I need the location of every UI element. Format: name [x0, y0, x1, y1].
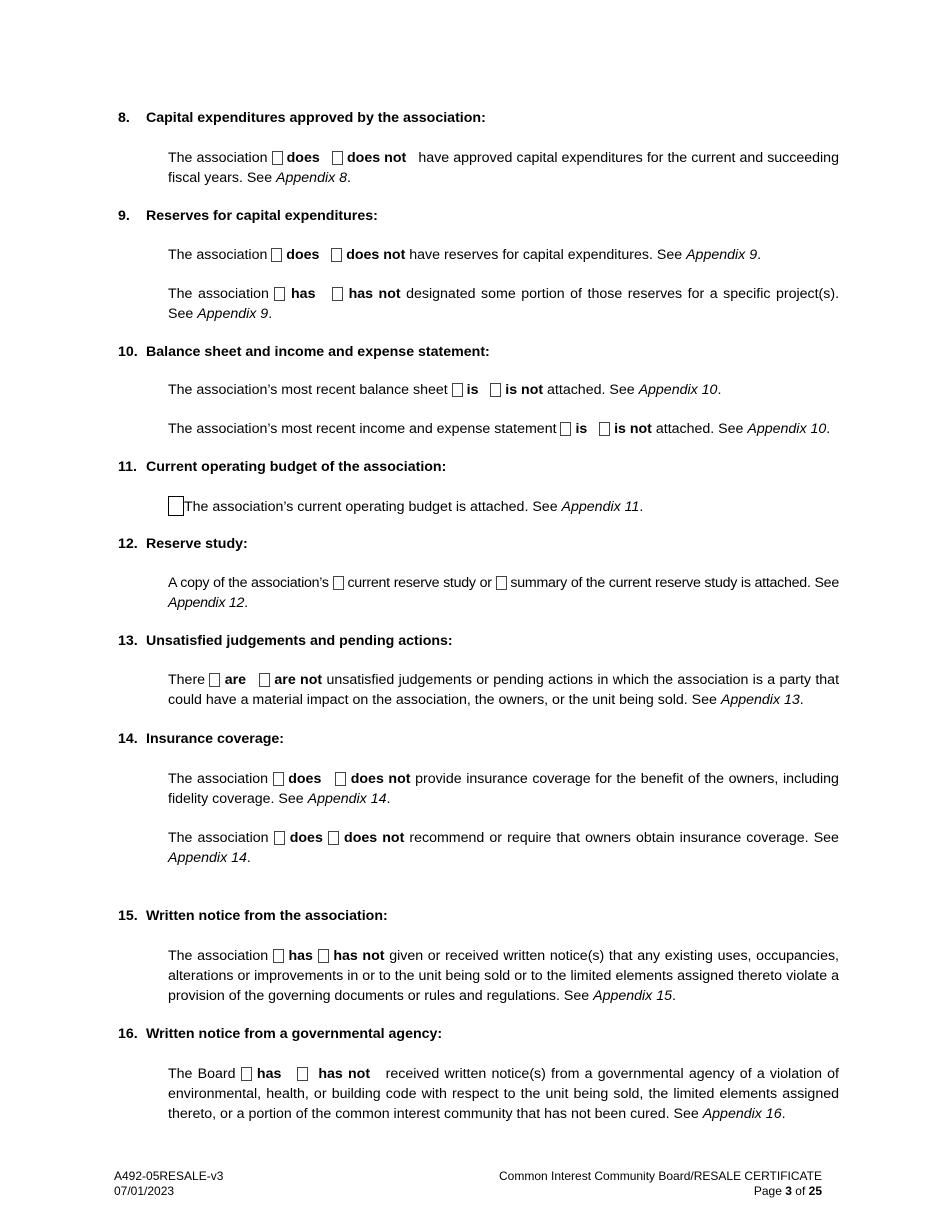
section-15-heading: 15. Written notice from the association: — [118, 908, 388, 924]
recommend-does-not-checkbox[interactable] — [328, 831, 339, 845]
insurance-does-checkbox[interactable] — [273, 772, 284, 786]
section-12-heading: 12. Reserve study: — [118, 536, 248, 552]
footer-right — [499, 1169, 822, 1199]
reserves-does-checkbox[interactable] — [271, 248, 282, 262]
section-9-paragraph-2: The association has has not designated some portion of those reserves for a specific project(s). See Appendix 9. — [168, 286, 840, 322]
form-date: 07/01/2023 — [114, 1184, 175, 1198]
section-10-paragraph-2: The association’s most recent income and expense statement is is not attached. See Appendix 10. — [168, 421, 831, 437]
section-13-heading: 13. Unsatisfied judgements and pending actions: — [118, 633, 453, 649]
balance-sheet-is-not-checkbox[interactable] — [490, 383, 501, 397]
section-14-paragraph-1: The association does does not provide insurance coverage for the benefit of the owners, including fidelity coverage. See Appendix 14. — [168, 771, 839, 807]
page-number: Page 3 of 25 — [753, 1184, 822, 1198]
reserve-study-checkbox[interactable] — [333, 576, 344, 590]
notice-has-not-checkbox[interactable] — [318, 949, 329, 963]
section-14-paragraph-2: The association does does not recommend or require that owners obtain insurance coverage. See Appendix 14. — [168, 830, 839, 866]
section-11-heading: 11. Current operating budget of the association: — [118, 459, 447, 475]
section-14-heading: 14. Insurance coverage: — [118, 731, 284, 747]
income-statement-is-not-checkbox[interactable] — [599, 422, 610, 436]
judgements-are-checkbox[interactable] — [209, 673, 220, 687]
section-9-heading: 9. Reserves for capital expenditures: — [118, 208, 378, 224]
balance-sheet-is-checkbox[interactable] — [452, 383, 463, 397]
section-15-paragraph: The association has has not given or received written notice(s) that any existing uses, occupancies, alterations or improvements in or to the unit being sold or to the limited elements assigned thereto violate a provision of the governing documents or rules and regulations. See Appendix 15. — [168, 948, 839, 1004]
section-16-paragraph: The Board has has not received written notice(s) from a governmental agency of a violation of environmental, health, or building code with respect to the unit being sold, the limited elements assigned thereto, or a portion of the common interest community that has not been cured. See Appendix 16. — [168, 1066, 840, 1122]
recommend-does-checkbox[interactable] — [274, 831, 285, 845]
section-16-heading: 16. Written notice from a governmental agency: — [118, 1026, 443, 1042]
section-13-paragraph: There are are not unsatisfied judgements or pending actions in which the association is a party that could have a material impact on the association, the owners, or the unit being sold. See Appendix 13. — [168, 672, 840, 708]
section-8-paragraph: The association does does not have approved capital expenditures for the current and succeeding fiscal years. See Appendix 8. — [168, 150, 839, 186]
section-8-heading: 8. Capital expenditures approved by the association: — [118, 110, 486, 126]
designated-has-not-checkbox[interactable] — [332, 287, 343, 301]
designated-has-checkbox[interactable] — [274, 287, 285, 301]
section-12-paragraph: A copy of the association’s current reserve study or summary of the current reserve study is attached. See Appendix 12. — [168, 575, 839, 611]
reserves-does-not-checkbox[interactable] — [331, 248, 342, 262]
insurance-does-not-checkbox[interactable] — [335, 772, 346, 786]
footer-left — [114, 1169, 223, 1199]
income-statement-is-checkbox[interactable] — [560, 422, 571, 436]
footer-title: Common Interest Community Board/RESALE CERTIFICATE — [499, 1169, 822, 1183]
judgements-are-not-checkbox[interactable] — [259, 673, 270, 687]
gov-notice-has-not-checkbox[interactable] — [297, 1067, 308, 1081]
gov-notice-has-checkbox[interactable] — [241, 1067, 252, 1081]
section-10-paragraph-1: The association’s most recent balance sheet is is not attached. See Appendix 10. — [168, 382, 722, 398]
section-9-paragraph-1: The association does does not have reserves for capital expenditures. See Appendix 9. — [168, 247, 762, 263]
section-10-heading: 10. Balance sheet and income and expense statement: — [118, 344, 490, 360]
reserve-study-summary-checkbox[interactable] — [496, 576, 507, 590]
form-id: A492-05RESALE-v3 — [114, 1169, 224, 1183]
section-11-paragraph: The association’s current operating budget is attached. See Appendix 11. — [168, 496, 839, 517]
operating-budget-checkbox[interactable] — [168, 496, 184, 516]
capex-does-checkbox[interactable] — [272, 151, 283, 165]
notice-has-checkbox[interactable] — [273, 949, 284, 963]
capex-does-not-checkbox[interactable] — [332, 151, 343, 165]
